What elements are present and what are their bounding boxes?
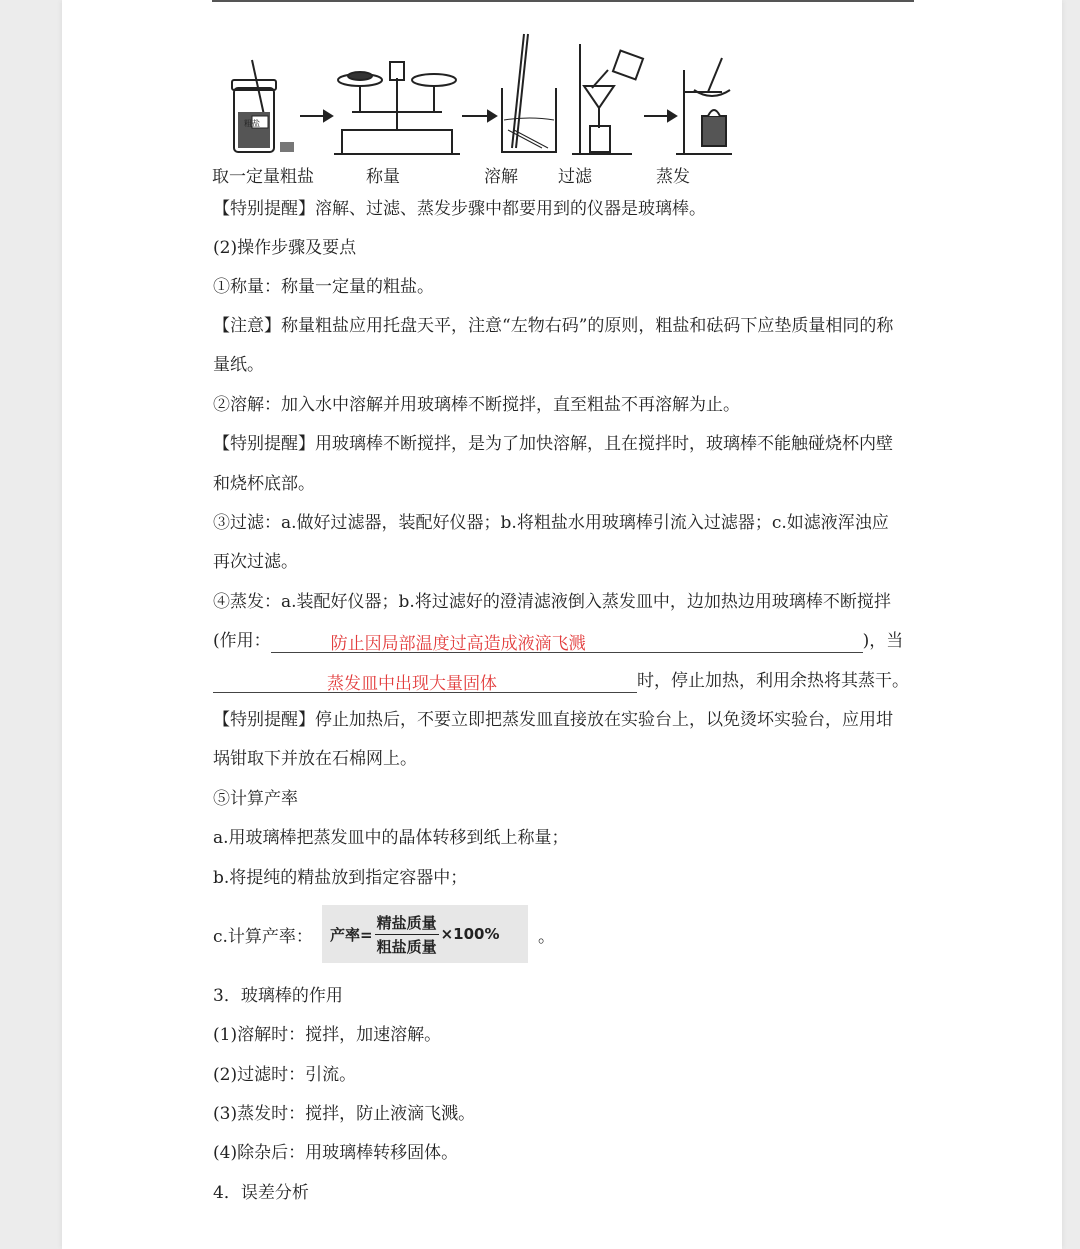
step-evaporate-1: ④蒸发：a.装配好仪器；b.将过滤好的澄清滤液倒入蒸发皿中，边加热边用玻璃棒不断搅拌 <box>213 592 891 612</box>
figure-label-take: 取一定量粗盐 <box>212 167 314 187</box>
step-weigh: ①称量：称量一定量的粗盐。 <box>213 277 434 297</box>
step-evaporate-2 <box>213 629 903 653</box>
rod-use-filter: (2)过滤时：引流。 <box>213 1065 357 1085</box>
beaker <box>502 34 556 152</box>
answer-blank-stop <box>213 672 637 693</box>
section-glass-rod: 3．玻璃棒的作用 <box>213 986 343 1006</box>
formula-numerator: 精盐质量 <box>375 912 439 935</box>
tip-evaporate-2: 埚钳取下并放在石棉网上。 <box>213 749 417 769</box>
step-filter-1: ③过滤：a.做好过滤器，装配好仪器；b.将粗盐水用玻璃棒引流入过滤器；c.如滤液浑浊应 <box>213 513 889 533</box>
step-dissolve: ②溶解：加入水中溶解并用玻璃棒不断搅拌，直至粗盐不再溶解为止。 <box>213 395 740 415</box>
figure-label-weigh: 称量 <box>366 167 400 187</box>
step-yield: ⑤计算产率 <box>213 789 298 809</box>
purpose-suffix: )，当 <box>862 631 904 651</box>
purpose-prefix: (作用： <box>213 631 271 651</box>
note-weigh-2: 量纸。 <box>213 355 264 375</box>
formula-fraction <box>375 912 439 957</box>
filtration-setup <box>572 44 643 154</box>
section-error-analysis: 4．误差分析 <box>213 1183 309 1203</box>
figure-label-filter: 过滤 <box>558 167 592 187</box>
formula-rhs: ×100% <box>440 925 500 943</box>
tip-evaporate-1: 【特别提醒】停止加热后，不要立即把蒸发皿直接放在实验台上，以免烫坏实验台，应用坩 <box>213 710 893 730</box>
answer-purpose: 防止因局部温度过高造成液滴飞溅 <box>330 634 586 654</box>
figure-label-dissolve: 溶解 <box>484 167 518 187</box>
yield-step-c: c.计算产率： <box>213 927 313 947</box>
rod-use-evaporate: (3)蒸发时：搅拌，防止液滴飞溅。 <box>213 1104 476 1124</box>
document-page <box>62 0 1062 1249</box>
salt-purification-diagram <box>212 30 732 190</box>
step-filter-2: 再次过滤。 <box>213 552 298 572</box>
evaporation-setup <box>676 58 732 154</box>
note-weigh-1: 【注意】称量粗盐应用托盘天平，注意“左物右码”的原则，粗盐和砝码下应垫质量相同的称 <box>213 316 894 336</box>
yield-step-b: b.将提纯的精盐放到指定容器中； <box>213 868 468 888</box>
section-steps-heading: (2)操作步骤及要点 <box>213 238 357 258</box>
formula-denominator: 粗盐质量 <box>376 937 437 956</box>
tip-dissolve-1: 【特别提醒】用玻璃棒不断搅拌，是为了加快溶解，且在搅拌时，玻璃棒不能触碰烧杯内壁 <box>213 434 893 454</box>
balance <box>334 62 460 154</box>
figure-label-evaporate: 蒸发 <box>656 167 690 187</box>
rod-use-dissolve: (1)溶解时：搅拌，加速溶解。 <box>213 1025 442 1045</box>
yield-formula <box>322 905 528 963</box>
formula-period: 。 <box>538 927 555 947</box>
salt-jar <box>232 60 294 152</box>
yield-step-a: a.用玻璃棒把蒸发皿中的晶体转移到纸上称量； <box>213 828 569 848</box>
tip-glass-rod: 【特别提醒】溶解、过滤、蒸发步骤中都要用到的仪器是玻璃棒。 <box>213 199 706 219</box>
answer-blank-purpose <box>271 632 863 653</box>
answer-stop-heating: 蒸发皿中出现大量固体 <box>327 674 497 694</box>
step-evaporate-3 <box>213 669 909 693</box>
formula-lhs: 产率= <box>330 925 373 944</box>
tip-dissolve-2: 和烧杯底部。 <box>213 474 315 494</box>
stop-heating-suffix: 时，停止加热，利用余热将其蒸干。 <box>637 671 909 691</box>
jar-label: 粗盐 <box>244 119 260 128</box>
top-rule <box>212 0 914 2</box>
rod-use-transfer: (4)除杂后：用玻璃棒转移固体。 <box>213 1143 459 1163</box>
